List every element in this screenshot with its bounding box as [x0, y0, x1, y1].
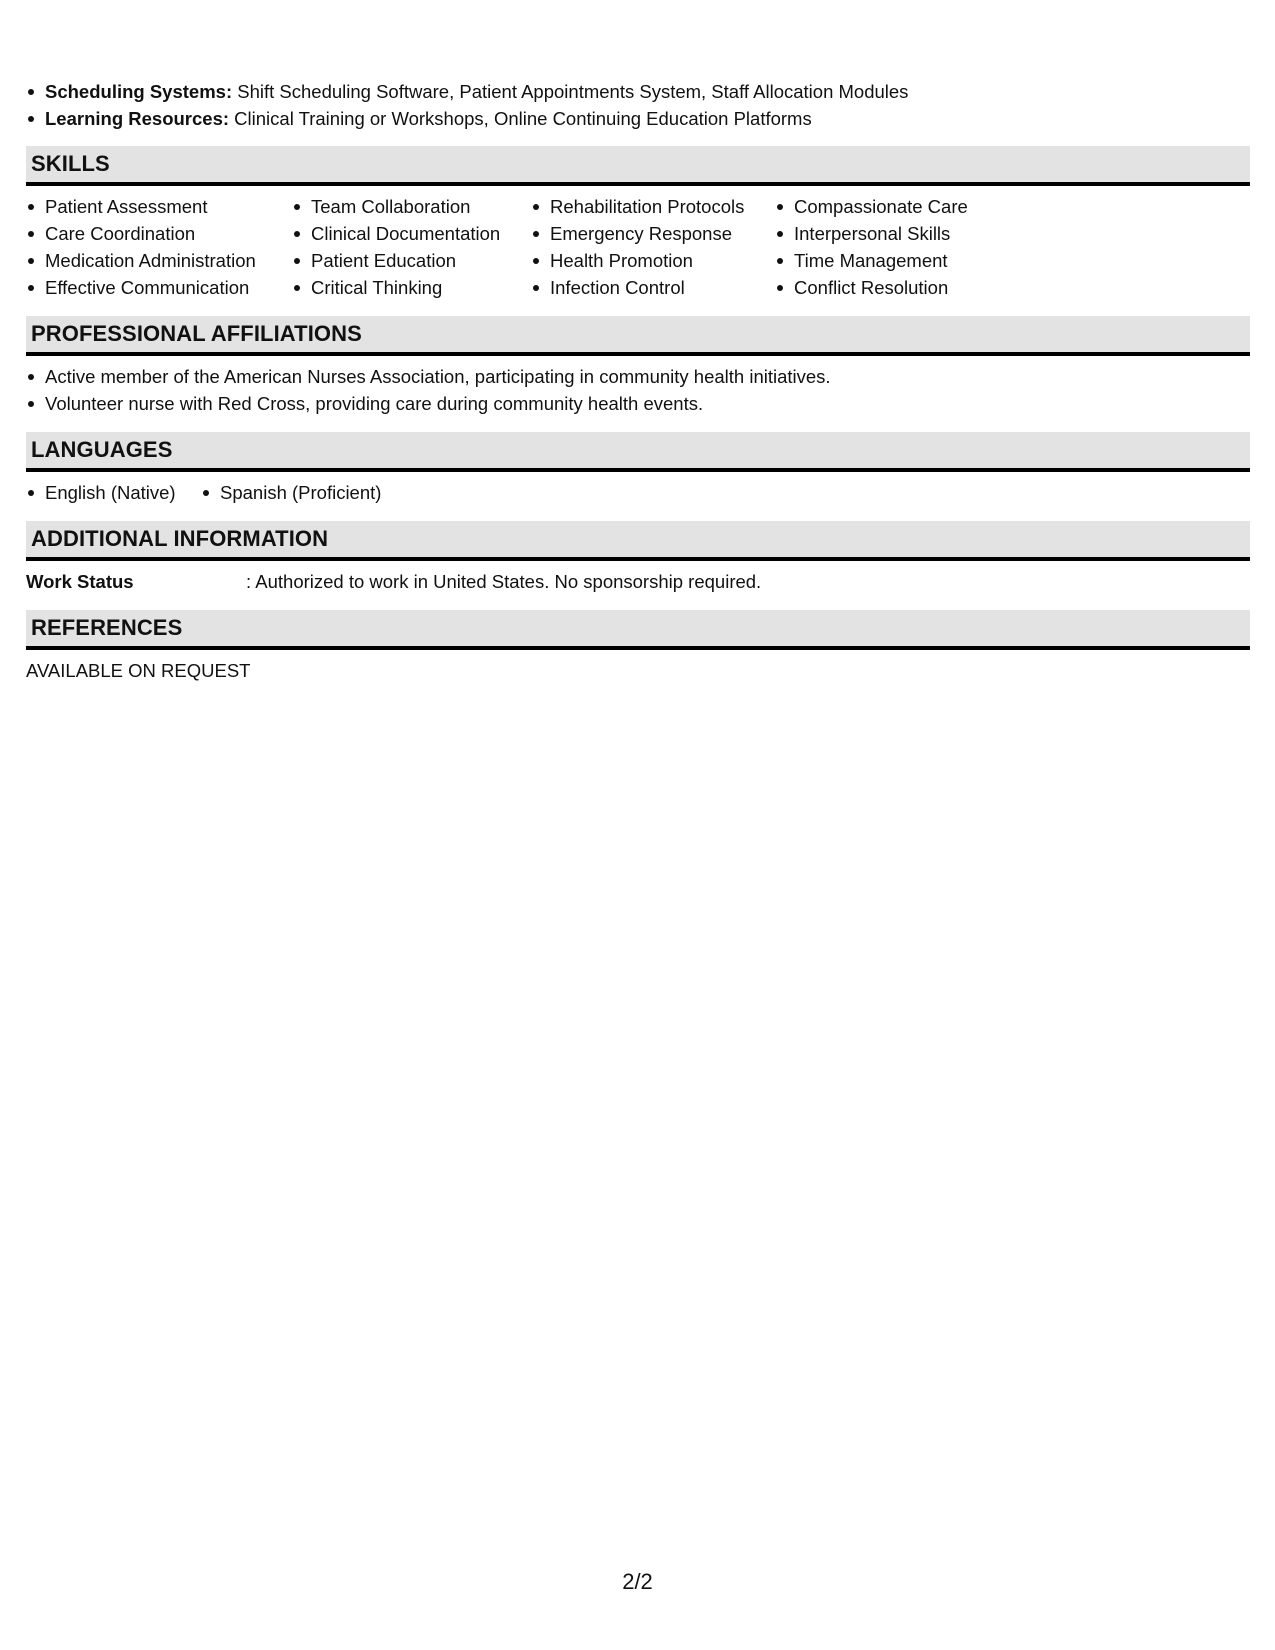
skill-item: Interpersonal Skills [775, 220, 1025, 247]
tools-list [26, 78, 1250, 132]
skill-item: Health Promotion [531, 247, 775, 274]
skill-item: Critical Thinking [292, 274, 531, 301]
references-heading: REFERENCES [26, 610, 1250, 650]
additional-info-heading: ADDITIONAL INFORMATION [26, 521, 1250, 561]
tool-value: Shift Scheduling Software, Patient Appointments System, Staff Allocation Modules [232, 81, 909, 102]
references-text: AVAILABLE ON REQUEST [26, 660, 251, 681]
language-item: Spanish (Proficient) [201, 479, 381, 506]
skill-item: Team Collaboration [292, 193, 531, 220]
list-item [26, 105, 1250, 132]
affiliations-list [26, 363, 1250, 417]
language-item: English (Native) [26, 479, 201, 506]
tool-value: Clinical Training or Workshops, Online Continuing Education Platforms [229, 108, 812, 129]
skill-item: Patient Education [292, 247, 531, 274]
skills-column [26, 193, 292, 301]
languages-list [26, 479, 1250, 506]
skill-item: Emergency Response [531, 220, 775, 247]
affiliation-item: Volunteer nurse with Red Cross, providing care during community health events. [26, 390, 1250, 417]
skill-item: Care Coordination [26, 220, 292, 247]
work-status-value: : Authorized to work in United States. No sponsorship required. [246, 571, 762, 592]
work-status-row [26, 568, 1250, 595]
skill-item: Time Management [775, 247, 1025, 274]
page-number: 2/2 [622, 1569, 653, 1594]
skills-column [531, 193, 775, 301]
work-status-label: Work Status [26, 571, 134, 592]
tool-label: Learning Resources: [45, 108, 230, 129]
skills-column [292, 193, 531, 301]
skill-item: Compassionate Care [775, 193, 1025, 220]
skill-item: Infection Control [531, 274, 775, 301]
skill-item: Effective Communication [26, 274, 292, 301]
skill-item: Medication Administration [26, 247, 292, 274]
list-item [26, 78, 1250, 105]
skill-item: Patient Assessment [26, 193, 292, 220]
skill-item: Conflict Resolution [775, 274, 1025, 301]
skill-item: Clinical Documentation [292, 220, 531, 247]
skills-column [775, 193, 1025, 301]
resume-page [26, 78, 1250, 699]
affiliations-heading: PROFESSIONAL AFFILIATIONS [26, 316, 1250, 356]
skills-grid [26, 193, 1250, 301]
languages-heading: LANGUAGES [26, 432, 1250, 472]
tool-label: Scheduling Systems: [45, 81, 233, 102]
skills-heading: SKILLS [26, 146, 1250, 186]
skill-item: Rehabilitation Protocols [531, 193, 775, 220]
affiliation-item: Active member of the American Nurses Association, participating in community health initiatives. [26, 363, 1250, 390]
